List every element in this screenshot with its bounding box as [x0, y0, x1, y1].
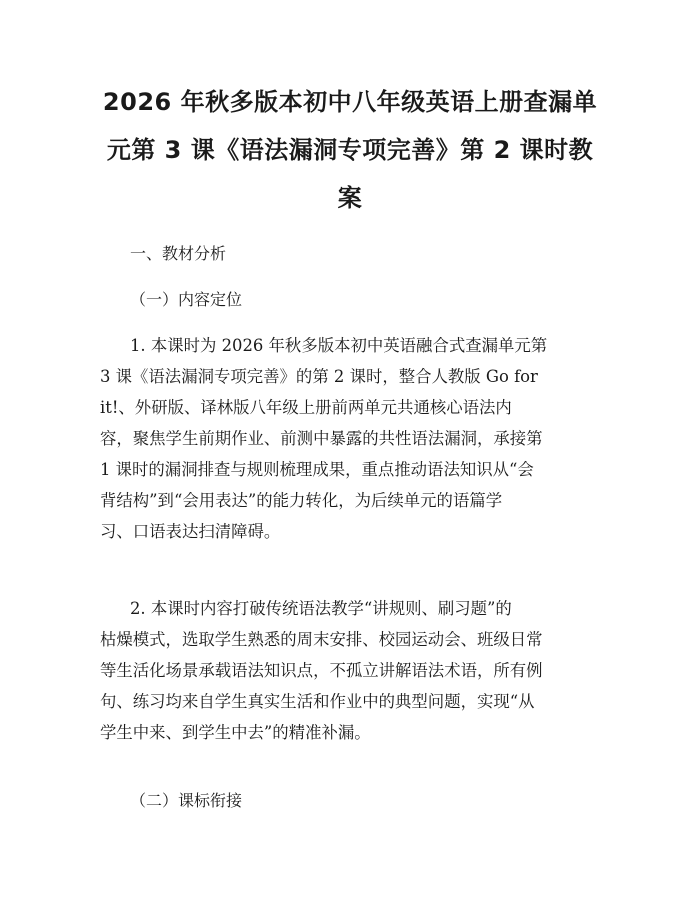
paragraph-1: [100, 330, 600, 547]
paragraph-2: [100, 593, 600, 748]
paragraph-line: it!、外研版、译林版八年级上册前两单元共通核心语法内: [100, 398, 512, 417]
subsection-heading-content-positioning: （一）内容定位: [130, 290, 243, 309]
paragraph-line: 枯燥模式，选取学生熟悉的周末安排、校园运动会、班级日常: [100, 630, 543, 649]
paragraph-line: 等生活化场景承载语法知识点，不孤立讲解语法术语，所有例: [100, 661, 543, 680]
paragraph-line: 学生中来、到学生中去”的精准补漏。: [100, 723, 371, 742]
title-line: 2026 年秋多版本初中八年级英语上册查漏单: [102, 88, 598, 116]
paragraph-line: 1. 本课时为 2026 年秋多版本初中英语融合式查漏单元第: [130, 336, 548, 355]
section-heading-teaching-material-analysis: 一、教材分析: [130, 244, 227, 263]
paragraph-line: 3 课《语法漏洞专项完善》的第 2 课时，整合人教版 Go for: [100, 367, 538, 386]
paragraph-line: 容，聚焦学生前期作业、前测中暴露的共性语法漏洞，承接第: [100, 429, 543, 448]
paragraph-line: 2. 本课时内容打破传统语法教学“讲规则、刷习题”的: [130, 599, 512, 618]
paragraph-line: 习、口语表达扫清障碍。: [100, 522, 281, 541]
paragraph-line: 背结构”到“会用表达”的能力转化，为后续单元的语篇学: [100, 491, 503, 510]
title-line: 案: [337, 184, 363, 212]
title-line: 元第 3 课《语法漏洞专项完善》第 2 课时教: [106, 136, 594, 164]
paragraph-line: 句、练习均来自学生真实生活和作业中的典型问题，实现“从: [100, 692, 535, 711]
document-title: [100, 78, 600, 222]
paragraph-line: 1 课时的漏洞排查与规则梳理成果，重点推动语法知识从“会: [100, 460, 534, 479]
subsection-heading-curriculum-standards: （二）课标衔接: [130, 791, 243, 810]
